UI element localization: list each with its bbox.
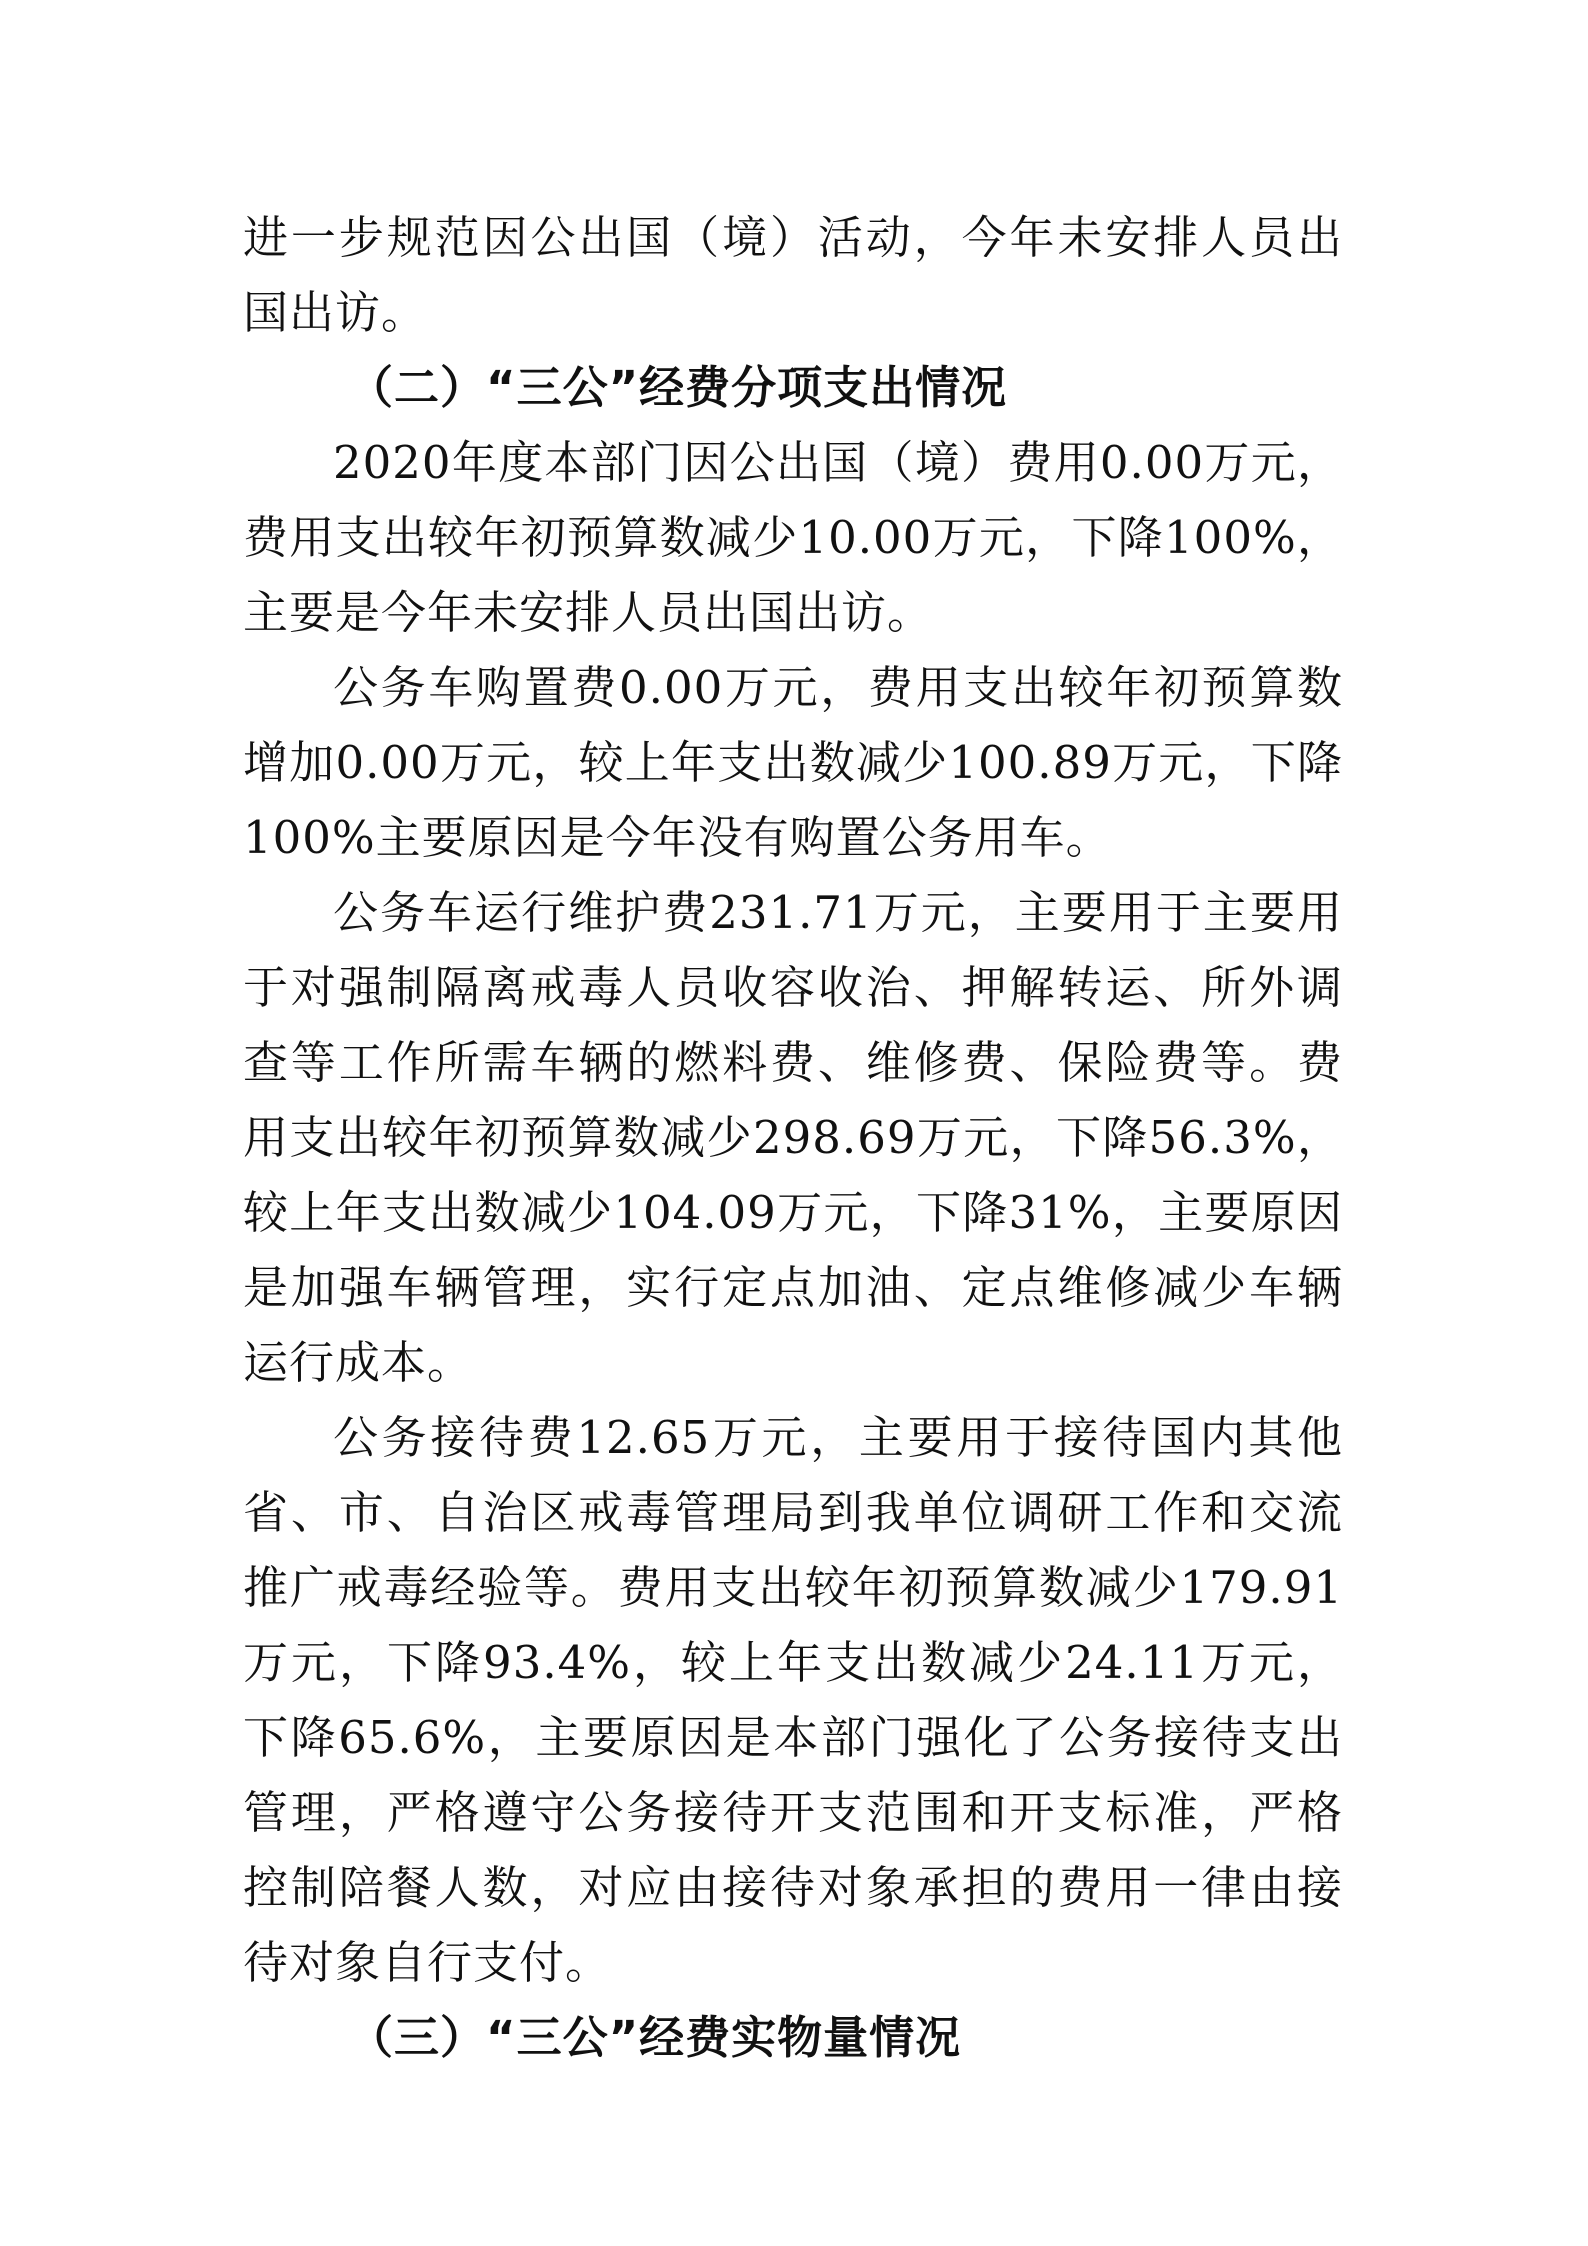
paragraph-vehicle-purchase: 公务车购置费0.00万元，费用支出较年初预算数增加0.00万元，较上年支出数减少100.89万元，下降100%主要原因是今年没有购置公务用车。	[243, 661, 1343, 864]
document-body	[243, 200, 1343, 2075]
paragraph-abroad-expense: 2020年度本部门因公出国（境）费用0.00万元，费用支出较年初预算数减少10.00万元，下降100%，主要是今年未安排人员出国出访。	[243, 436, 1343, 639]
section-2-heading: （二）“三公”经费分项支出情况	[348, 361, 1008, 414]
paragraph-reception-expense: 公务接待费12.65万元，主要用于接待国内其他省、市、自治区戒毒管理局到我单位调研工作和交流推广戒毒经验等。费用支出较年初预算数减少179.91万元，下降93.4%，较上年支出数减少24.11万元，下降65.6%，主要原因是本部门强化了公务接待支出管理，严格遵守公务接待开支范围和开支标准，严格控制陪餐人数，对应由接待对象承担的费用一律由接待对象自行支付。	[243, 1411, 1343, 1989]
continuation-paragraph: 进一步规范因公出国（境）活动，今年未安排人员出国出访。	[243, 211, 1343, 339]
section-3-heading: （三）“三公”经费实物量情况	[348, 2011, 962, 2064]
paragraph-vehicle-operation: 公务车运行维护费231.71万元，主要用于主要用于对强制隔离戒毒人员收容收治、押解转运、所外调查等工作所需车辆的燃料费、维修费、保险费等。费用支出较年初预算数减少298.69万元，下降56.3%，较上年支出数减少104.09万元，下降31%，主要原因是加强车辆管理，实行定点加油、定点维修减少车辆运行成本。	[243, 886, 1343, 1389]
